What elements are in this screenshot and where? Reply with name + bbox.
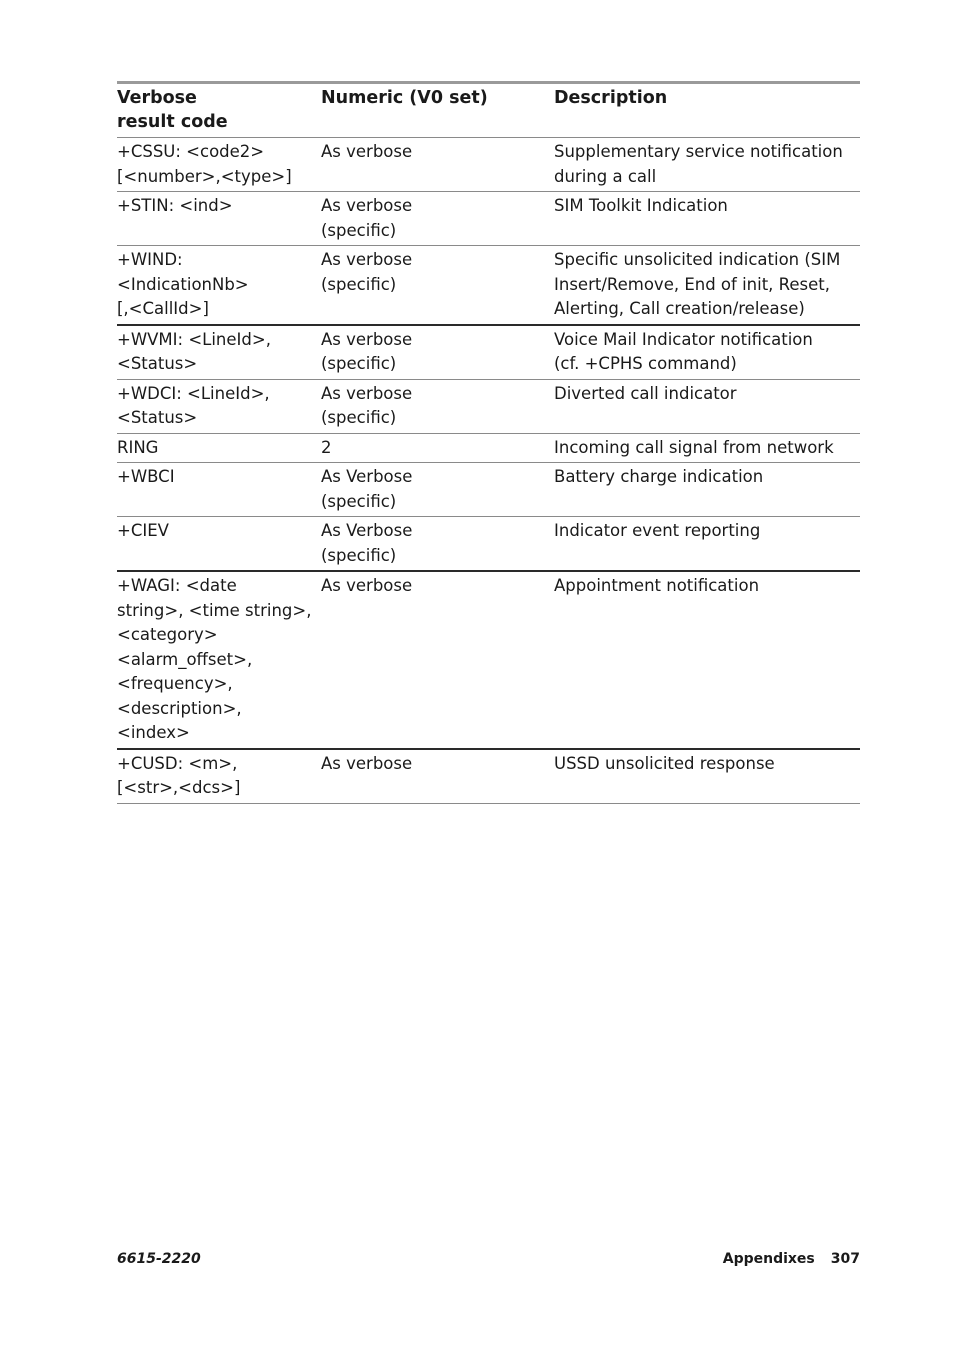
table-row bbox=[117, 138, 860, 192]
cell-code: +WDCI: <LineId>, <Status> bbox=[117, 383, 270, 427]
section-name: Appendixes bbox=[722, 1251, 815, 1267]
cell-numeric: As Verbose (specific) bbox=[321, 521, 413, 565]
cell-code: +WVMI: <LineId>, <Status> bbox=[117, 329, 271, 373]
cell-code: +CIEV bbox=[117, 521, 169, 540]
header-numeric: Numeric (V0 set) bbox=[321, 88, 488, 108]
cell-numeric: 2 bbox=[321, 437, 332, 457]
footer-right bbox=[723, 1251, 860, 1267]
cell-numeric: As verbose (specific) bbox=[321, 250, 413, 294]
cell-code: +WBCI bbox=[117, 467, 175, 486]
cell-numeric: As Verbose (specific) bbox=[321, 467, 413, 511]
result-code-table bbox=[117, 81, 860, 804]
cell-description: Diverted call indicator bbox=[554, 383, 737, 403]
cell-description: Specific unsolicited indication (SIM Insert/Remove, End of init, Reset, Alerting, Call creation/release) bbox=[554, 250, 841, 318]
cell-numeric: As verbose bbox=[321, 753, 413, 773]
document-number: 6615-2220 bbox=[117, 1251, 201, 1267]
header-description: Description bbox=[554, 88, 668, 108]
cell-description: Supplementary service notification during a call bbox=[554, 142, 843, 186]
page-footer bbox=[117, 1251, 860, 1267]
table-row bbox=[117, 192, 860, 246]
cell-description: SIM Toolkit Indication bbox=[554, 196, 728, 215]
cell-numeric: As verbose (specific) bbox=[321, 196, 413, 240]
cell-description: USSD unsolicited response bbox=[554, 753, 775, 773]
cell-code: +WAGI: <date string>, <time string>, <category> <alarm_offset>, <frequency>, <description>, <index> bbox=[117, 576, 312, 742]
cell-code: +STIN: <ind> bbox=[117, 196, 233, 215]
table-row bbox=[117, 750, 860, 804]
table-header-row bbox=[117, 84, 860, 138]
cell-code: +WIND: <IndicationNb> [,<CallId>] bbox=[117, 250, 249, 318]
table-row bbox=[117, 246, 860, 326]
table-row bbox=[117, 517, 860, 572]
cell-description: Incoming call signal from network bbox=[554, 437, 834, 457]
cell-description: Battery charge indication bbox=[554, 467, 764, 486]
table-row bbox=[117, 463, 860, 517]
cell-description: Indicator event reporting bbox=[554, 521, 761, 540]
cell-code: +CSSU: <code2> [<number>,<type>] bbox=[117, 142, 292, 186]
cell-numeric: As verbose (specific) bbox=[321, 383, 413, 427]
cell-description: Voice Mail Indicator notification (cf. +CPHS command) bbox=[554, 329, 813, 373]
table-row bbox=[117, 380, 860, 434]
table-row bbox=[117, 572, 860, 750]
page-number: 307 bbox=[830, 1251, 860, 1267]
cell-numeric: As verbose bbox=[321, 142, 413, 161]
cell-code: +CUSD: <m>, [<str>,<dcs>] bbox=[117, 753, 241, 797]
table-row bbox=[117, 326, 860, 380]
cell-description: Appointment notification bbox=[554, 576, 760, 595]
header-verbose: Verbose result code bbox=[117, 88, 228, 132]
table-row bbox=[117, 434, 860, 464]
cell-code: RING bbox=[117, 437, 159, 457]
cell-numeric: As verbose bbox=[321, 576, 413, 595]
cell-numeric: As verbose (specific) bbox=[321, 329, 413, 373]
